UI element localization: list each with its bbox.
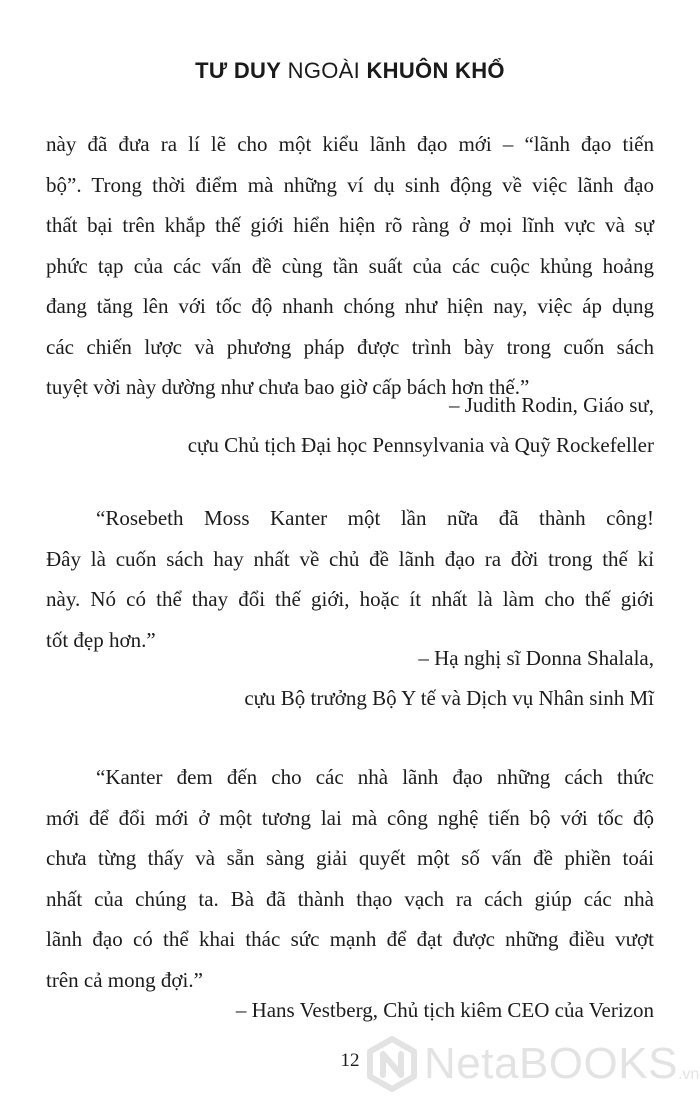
quote-line: mới để đổi mới ở một tương lai mà công nghệ tiến bộ với tốc độ <box>46 805 654 830</box>
quote-line: này đã đưa ra lí lẽ cho một kiểu lãnh đạo mới – “lãnh đạo tiến <box>46 132 654 156</box>
quote-line: các chiến lược và phương pháp được trình bày trong cuốn sách <box>46 334 654 359</box>
quote-line: đang tăng lên với tốc độ nhanh chóng như hiện nay, việc áp dụng <box>46 294 654 318</box>
quote-line: phức tạp của các vấn đề cùng tần suất của các cuộc khủng hoảng <box>46 253 654 278</box>
attribution-line: – Hans Vestberg, Chủ tịch kiêm CEO của Verizon <box>235 998 654 1022</box>
quote-line: trên cả mong đợi.” <box>46 967 203 992</box>
quote-line: Đây là cuốn sách hay nhất về chủ đề lãnh đạo ra đời trong thế kỉ <box>46 546 654 571</box>
quote-line: thất bại trên khắp thế giới hiển hiện rõ ràng ở mọi lĩnh vực và sự <box>46 213 654 237</box>
quote-1-body <box>46 124 654 408</box>
quote-line: nhất của chúng ta. Bà đã thành thạo vạch ra cách giúp các nhà <box>46 886 654 911</box>
header-part-1: TƯ DUY <box>195 58 282 83</box>
watermark-brand: NetaBOOKS <box>424 1039 678 1088</box>
attribution-line: cựu Chủ tịch Đại học Pennsylvania và Quỹ Rockefeller <box>187 433 654 457</box>
attribution-line: – Hạ nghị sĩ Donna Shalala, <box>418 646 654 670</box>
attribution-line: – Judith Rodin, Giáo sư, <box>448 393 654 417</box>
quote-line: này. Nó có thể thay đổi thế giới, hoặc ít nhất là làm cho thế giới <box>46 587 654 611</box>
running-header <box>0 58 700 84</box>
quote-2-attribution <box>244 638 654 718</box>
page-number: 12 <box>340 1050 360 1071</box>
quote-line: lãnh đạo có thể khai thác sức mạnh để đạt được những điều vượt <box>46 927 654 951</box>
watermark <box>364 1036 699 1092</box>
quote-line: chưa từng thấy và sẵn sàng giải quyết một số vấn đề phiền toái <box>46 846 654 870</box>
quote-1-attribution <box>188 385 654 465</box>
quote-3-body <box>46 757 654 1000</box>
quote-3-attribution <box>236 990 654 1030</box>
quote-line: tuyệt vời này dường như chưa bao giờ cấp bách hơn thế.” <box>46 375 530 399</box>
quote-line: “Kanter đem đến cho các nhà lãnh đạo những cách thức <box>96 765 654 789</box>
netabooks-logo-icon <box>364 1036 420 1092</box>
quote-line: bộ”. Trong thời điểm mà những ví dụ sinh động về việc lãnh đạo <box>46 172 654 197</box>
attribution-line: cựu Bộ trưởng Bộ Y tế và Dịch vụ Nhân sinh Mĩ <box>244 686 654 710</box>
header-part-2: NGOÀI <box>287 58 361 83</box>
watermark-suffix: .vn <box>677 1066 700 1083</box>
quote-line: “Rosebeth Moss Kanter một lần nữa đã thành công! <box>96 506 654 530</box>
header-part-3: KHUÔN KHỔ <box>366 58 505 83</box>
quote-2-body <box>46 498 654 660</box>
quote-line: tốt đẹp hơn.” <box>46 627 156 652</box>
